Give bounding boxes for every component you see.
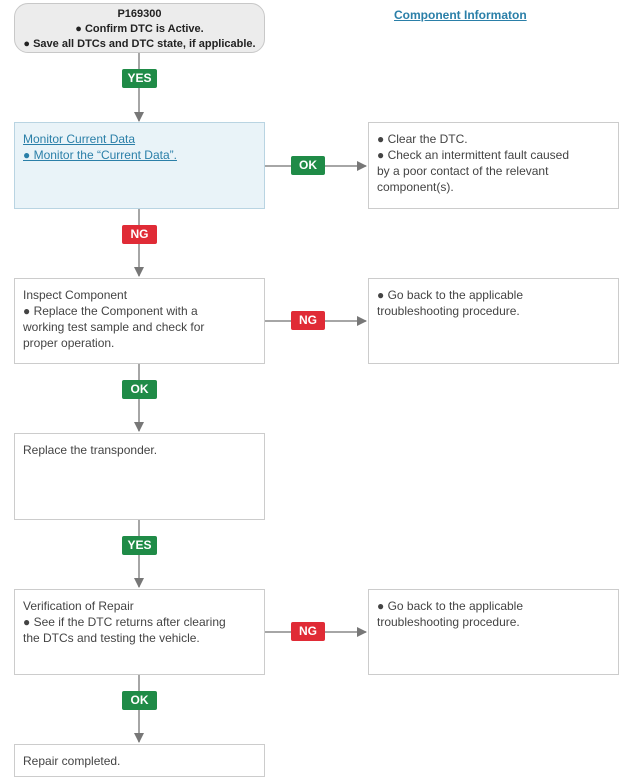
step-repair-completed (14, 744, 265, 777)
component-information-link[interactable]: Component Informaton (394, 8, 527, 22)
clear-line-3: by a poor contact of the relevant (377, 164, 549, 178)
verify-line-2: the DTCs and testing the vehicle. (23, 631, 200, 645)
dtc-code: P169300 (117, 8, 162, 20)
result-go-back-1 (368, 278, 619, 364)
monitor-current-data-sublink[interactable]: ● Monitor the “Current Data”. (23, 148, 177, 162)
back1-line-2: troubleshooting procedure. (377, 304, 520, 318)
step-monitor-current-data (14, 122, 265, 209)
start-line-1: ● Confirm DTC is Active. (75, 23, 204, 35)
start-node (14, 3, 265, 53)
complete-title: Repair completed. (23, 754, 121, 768)
badge-ng-verify: NG (291, 622, 325, 641)
inspect-line-2: working test sample and check for (23, 320, 205, 334)
badge-ng-inspect: NG (291, 311, 325, 330)
badge-yes-start: YES (122, 69, 157, 88)
step-replace-transponder (14, 433, 265, 520)
result-clear-dtc (368, 122, 619, 209)
badge-ok-verify: OK (122, 691, 157, 710)
inspect-line-1: ● Replace the Component with a (23, 304, 198, 318)
result-go-back-2 (368, 589, 619, 675)
clear-line-4: component(s). (377, 180, 454, 194)
clear-line-2: ● Check an intermittent fault caused (377, 148, 570, 162)
step-inspect-component (14, 278, 265, 364)
back1-line-1: ● Go back to the applicable (377, 288, 524, 302)
badge-ok-inspect: OK (122, 380, 157, 399)
badge-ng-monitor: NG (122, 225, 157, 244)
monitor-current-data-link[interactable]: Monitor Current Data (23, 132, 136, 146)
back2-line-1: ● Go back to the applicable (377, 599, 524, 613)
clear-line-1: ● Clear the DTC. (377, 132, 468, 146)
verify-line-1: ● See if the DTC returns after clearing (23, 615, 226, 629)
verify-title: Verification of Repair (23, 599, 134, 613)
inspect-line-3: proper operation. (23, 336, 115, 350)
step-verification-of-repair (14, 589, 265, 675)
inspect-title: Inspect Component (23, 288, 128, 302)
start-line-2: ● Save all DTCs and DTC state, if applicable. (23, 38, 256, 50)
replace-title: Replace the transponder. (23, 443, 158, 457)
badge-ok-monitor: OK (291, 156, 325, 175)
badge-yes-replace: YES (122, 536, 157, 555)
back2-line-2: troubleshooting procedure. (377, 615, 520, 629)
